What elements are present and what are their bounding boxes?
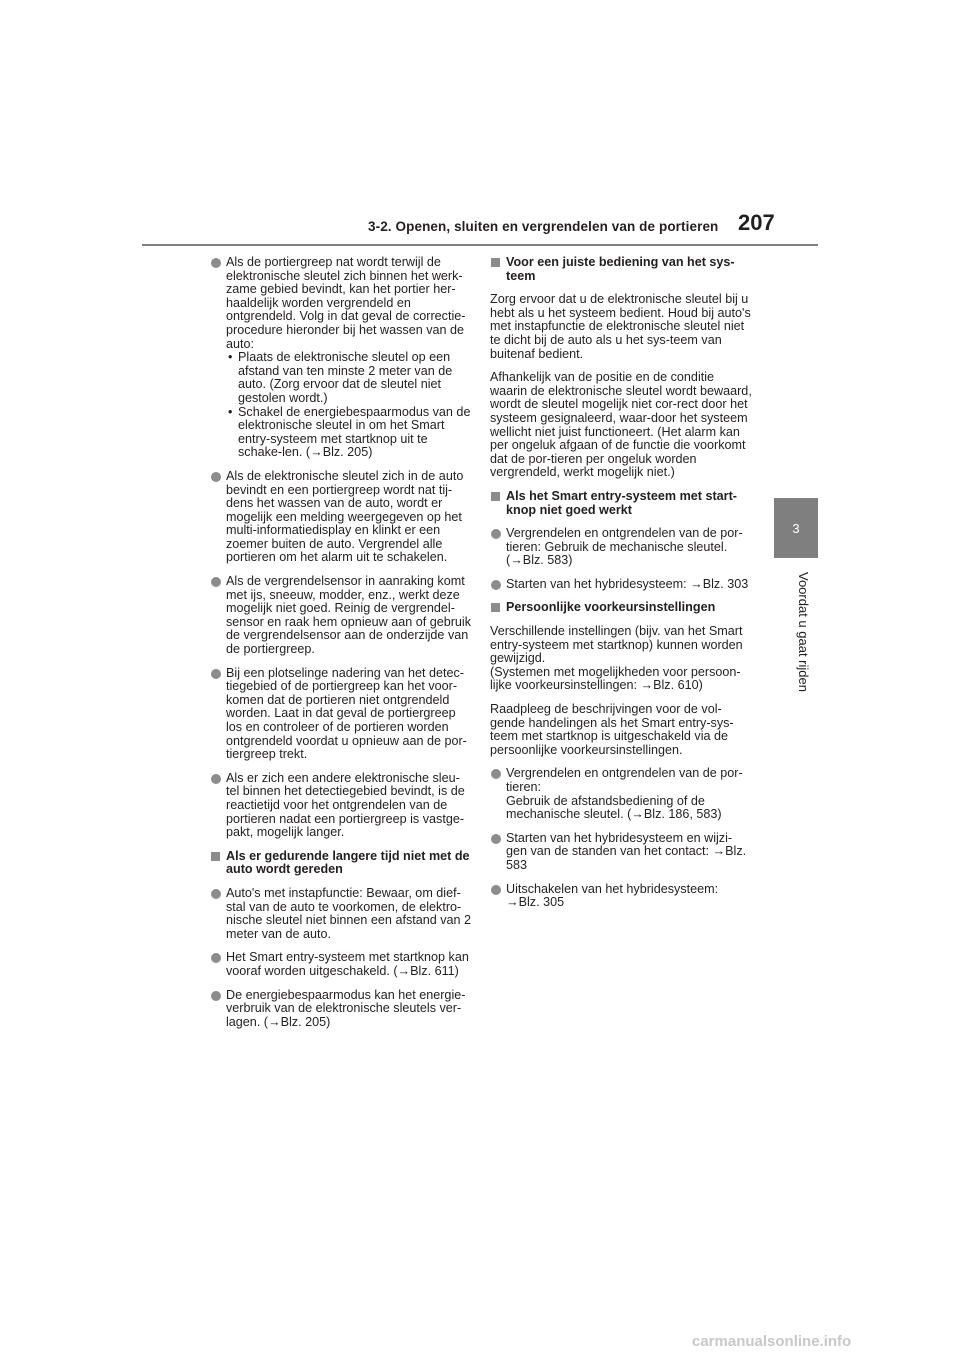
bullet-item xyxy=(490,578,752,592)
circle-bullet-icon xyxy=(491,834,501,844)
heading-text: Persoonlijke voorkeursinstellingen xyxy=(506,600,716,615)
circle-bullet-icon xyxy=(491,529,501,539)
heading-text: Als het Smart entry-systeem met start-knop niet goed werkt xyxy=(506,488,737,517)
bullet-text: Starten van het hybridesysteem: →Blz. 303 xyxy=(506,576,749,591)
bullet-item xyxy=(490,767,752,821)
bullet-text: Als de elektronische sleutel zich in de auto bevindt en een portiergreep wordt nat tij-dens het wassen van de auto, wordt er mogelijk een melding weergegeven op het multi-informatiedisplay en klinkt er een zoemer buiten de auto. Vergrendel alle portieren om het alarm uit te schakelen. xyxy=(226,468,464,565)
circle-bullet-icon xyxy=(211,889,221,899)
bullet-item xyxy=(210,256,472,460)
bullet-item xyxy=(210,470,472,565)
bullet-item xyxy=(210,887,472,941)
chapter-tab-number: 3 xyxy=(792,520,800,536)
sub-item xyxy=(226,351,472,405)
square-bullet-icon xyxy=(491,492,500,501)
bullet-text: Het Smart entry-systeem met startknop kan vooraf worden uitgeschakeld. (→Blz. 611) xyxy=(226,950,469,978)
bullet-text: Bij een plotselinge nadering van het detec-tiegebied of de portiergreep kan het voor-komen dat de portieren niet ontgrendeld worden. Laat in dat geval de portiergreep los en controleer of de portieren worden ontgrendeld voordat u opnieuw aan de por-tiergreep trekt. xyxy=(226,665,467,762)
bullet-text: Uitschakelen van het hybridesysteem: →Blz. 305 xyxy=(506,881,719,910)
square-bullet-icon xyxy=(491,258,500,267)
section-title: 3-2. Openen, sluiten en vergrendelen van de portieren xyxy=(368,219,719,234)
chapter-label: Voordat u gaat rijden xyxy=(796,572,811,692)
bullet-item xyxy=(490,527,752,568)
square-bullet-icon xyxy=(211,852,220,861)
dot-bullet-icon: • xyxy=(228,404,233,419)
bullet-text: Auto's met instapfunctie: Bewaar, om dief-stal van de auto te voorkomen, de elektro-nische sleutel niet binnen een afstand van 2 meter van de auto. xyxy=(226,885,472,941)
circle-bullet-icon xyxy=(211,258,221,268)
paragraph xyxy=(490,625,752,693)
paragraph: Afhankelijk van de positie en de conditie waarin de elektronische sleutel wordt bewaard, wordt de sleutel mogelijk niet cor-rect door het systeem gesignaleerd, waar-door het systeem wellicht niet juist functioneert. (Het alarm kan per ongeluk afgaan of de functie die voorkomt dat de por-tieren per ongeluk worden vergrendeld, werkt mogelijk niet.) xyxy=(490,370,752,480)
square-bullet-icon xyxy=(491,603,500,612)
header-divider xyxy=(142,244,818,246)
circle-bullet-icon xyxy=(491,769,501,779)
bullet-text: Als er zich een andere elektronische sleu-tel binnen het detectiegebied bevindt, is de reactietijd voor het ontgrendelen van de portieren nadat een portiergreep is vastge-pakt, mogelijk langer. xyxy=(226,770,465,840)
circle-bullet-icon xyxy=(211,669,221,679)
bullet-item xyxy=(210,667,472,762)
bullet-item xyxy=(490,832,752,873)
dot-bullet-icon: • xyxy=(228,350,233,365)
circle-bullet-icon xyxy=(211,774,221,784)
circle-bullet-icon xyxy=(491,580,501,590)
site-watermark: carmanualsonline.info xyxy=(692,1333,852,1350)
bullet-text: Starten van het hybridesysteem en wijzi-gen van de standen van het contact: →Blz. 583 xyxy=(506,830,747,872)
paragraph-line: Verschillende instellingen (bijv. van het Smart entry-systeem met startknop) kunnen worden gewijzigd. xyxy=(490,624,743,666)
sub-item xyxy=(226,406,472,460)
bullet-text: De energiebespaarmodus kan het energie-verbruik van de elektronische sleutels ver-lagen. (→Blz. 205) xyxy=(226,987,466,1029)
bullet-text: Als de vergrendelsensor in aanraking komt met ijs, sneeuw, modder, enz., werkt deze mogelijk niet goed. Reinig de vergrendel-sensor en raak hem opnieuw aan of gebruik de vergrendelsensor aan de onderzijde van de portiergreep. xyxy=(226,574,472,657)
chapter-tab xyxy=(774,498,818,558)
heading-text: Als er gedurende langere tijd niet met de auto wordt gereden xyxy=(226,848,470,877)
bullet-text: Gebruik de afstandsbediening of de mechanische sleutel. (→Blz. 186, 583) xyxy=(506,793,722,822)
bullet-text: Vergrendelen en ontgrendelen van de por-tieren: xyxy=(506,766,743,794)
section-heading xyxy=(210,850,472,877)
page-number: 207 xyxy=(738,210,775,235)
left-column xyxy=(210,256,472,1039)
paragraph: Raadpleeg de beschrijvingen voor de vol-gende handelingen als het Smart entry-sys-teem met startknop is uitgeschakeld via de persoonlijke voorkeursinstellingen. xyxy=(490,702,734,757)
circle-bullet-icon xyxy=(211,472,221,482)
bullet-text: Als de portiergreep nat wordt terwijl de elektronische sleutel zich binnen het werk-zame gebied bevindt, kan het portier her-haaldelijk worden vergrendeld en ontgrendeld. Volg in dat geval de correctie-procedure hieronder bij het wassen van de auto: xyxy=(226,255,466,351)
bullet-text: Vergrendelen en ontgrendelen van de por-tieren: Gebruik de mechanische sleutel. (→Blz. 583) xyxy=(506,526,743,568)
bullet-item xyxy=(210,772,472,840)
bullet-item xyxy=(210,989,472,1030)
sub-item-text: Schakel de energiebespaarmodus van de elektronische sleutel in om het Smart entry-systeem met startknop uit te schake-len. (→Blz. 205) xyxy=(238,404,471,460)
bullet-item xyxy=(490,883,752,910)
circle-bullet-icon xyxy=(211,577,221,587)
paragraph: Zorg ervoor dat u de elektronische sleutel bij u hebt als u het systeem bedient. Houd bij auto's met instapfunctie de elektronische sleutel niet te dicht bij de auto als u het sys-teem van buitenaf bedient. xyxy=(490,292,751,361)
circle-bullet-icon xyxy=(491,885,501,895)
section-heading xyxy=(490,601,752,615)
heading-text: Voor een juiste bediening van het sys-teem xyxy=(506,255,735,283)
sub-item-text: Plaats de elektronische sleutel op een afstand van ten minste 2 meter van de auto. (Zorg ervoor dat de sleutel niet gestolen wordt.) xyxy=(238,350,453,405)
circle-bullet-icon xyxy=(211,953,221,963)
circle-bullet-icon xyxy=(211,991,221,1001)
section-heading xyxy=(490,490,752,517)
paragraph-line: (Systemen met mogelijkheden voor persoon-lijke voorkeursinstellingen: →Blz. 610) xyxy=(490,664,741,693)
section-heading xyxy=(490,256,752,283)
right-column xyxy=(490,256,752,920)
bullet-item xyxy=(210,575,472,657)
bullet-item xyxy=(210,951,472,978)
